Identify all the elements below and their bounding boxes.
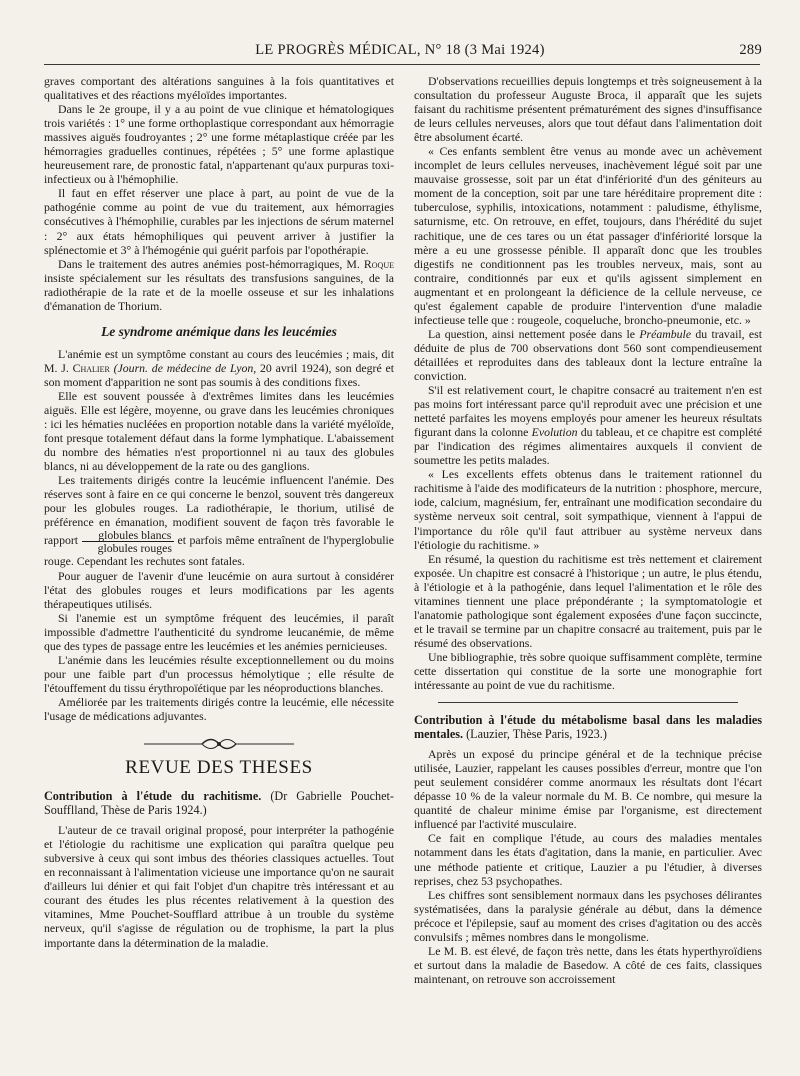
paragraph [44,257,394,313]
text-run: du travail, est déduite de plus de 700 observations dont 560 sont compendieusement détaillées et reproduites dans des tableaux dont la lecture entraîne la conviction. [414,326,762,383]
text-run: et parfois même entraînent de l'hyperglobulie rouge. Cependant les rechutes sont fatales. [44,533,395,569]
paragraph: graves comportant des altérations sanguines à la fois quantitatives et qualitatives et des réactions myéloïdes importantes. [44,74,394,103]
ornament-divider [44,737,394,751]
text-run: L'anémie est un symptôme constant au cours des leucémies ; mais, dit M. J. [44,346,394,375]
paragraph: L'anémie dans les leucémies résulte exceptionnellement ou du moins pour une faible part d'un processus hémolytique ; elle résulte de l'étouffement du tissu érythropoïétique par les néoproductions blanches. [44,652,394,695]
fraction-denominator: globules rouges [97,541,172,556]
text-run: du tableau, et ce chapitre est complété par l'indication des régimes alimentaires auxquels il convient de soumettre les petits malades. [414,425,763,468]
paragraph: Après un exposé du principe général et de la technique précise utilisée, Lauzier, rappelant les causes possibles d'erreur, montre que l'on peut seulement considérer comme anormaux les résultats dont l'écart dépasse 10 % de la valeur normale du M. B. Ce nombre, qui mesure la quantité de chaleur minime émise par l'organisme, est directement influencé par l'activité musculaire. [414,747,762,832]
text-run: S'il est relativement court, le chapitre consacré au traitement n'en est pas moins fort intéressant parce qu'il reproduit avec une précision et une netteté parfaites les moyens employés pour amener les heureux résultats figurant dans la colonne [414,383,762,440]
paragraph: Les chiffres sont sensiblement normaux dans les psychoses délirantes systématisées, dans la paralysie générale au début, dans la démence précoce et l'épilepsie, sauf au moment des crises d'agitation ou des accès convulsifs ; mêmes nombres dans le mongolisme. [414,887,762,944]
text-run: insiste spécialement sur les résultats des transfusions sanguines, de la radiothérapie de la rate et de la moelle osseuse et sur les inhalations d'émanation de Thorium. [44,270,394,313]
paragraph [44,473,394,568]
paragraph: En résumé, la question du rachitisme est très nettement et clairement exposée. Un chapitre est consacré à l'historique ; un autre, le plus étendu, à l'étiologie et à la pathogénie, dans lequel l'alimentation et le rôle des vitamines tiennent une place prépondérante ; la symptomatologie et l'anatomie pathologique sont également exposées d'une façon succincte, et le travail se termine par un chapitre consacré au traitement, puis par le résumé des observations. [414,551,762,650]
subsection-heading: Le syndrome anémique dans les leucémies [101,323,337,339]
paragraph: Le M. B. est élevé, de façon très nette, dans les états hyperthyroïdiens et surtout dans la maladie de Basedow. A côté de ces faits, classiques maintenant, on retrouve son accroissement [414,943,762,986]
article-heading [44,789,394,817]
paragraph: Si l'anemie est un symptôme fréquent des leucémies, il paraît impossible d'admettre l'authenticité du syndrome leucanémie, de même que des types de passage entre les leucémies et les anémies pernicieuses. [44,610,394,653]
paragraph: Améliorée par les traitements dirigés contre la leucémie, elle nécessite l'usage de médications adjuvantes. [44,694,394,723]
paragraph [44,347,394,389]
article-heading [414,713,762,741]
section-heading: REVUE DES THESES [125,757,313,779]
text-run: La question, ainsi nettement posée dans le [428,326,640,341]
paragraph: Ce fait en complique l'étude, au cours des maladies mentales notamment dans les états d'agitation, dans la manie, en particulier. Avec une méthode patiente et critique, Lauzier a pu l'étudier, à diverses reprises, chez 53 psychopathes. [414,831,762,888]
left-column [44,74,394,950]
article-author: (Dr Gabrielle Pouchet-Soufflland, Thèse de Paris 1924.) [44,789,394,818]
paragraph: Une bibliographie, très sobre quoique suffisamment complète, termine cette dissertation qui constitue de la sorte une monographie fort intéressante au point de vue du rachitisme. [414,649,762,693]
header-rule [44,64,760,65]
journal-title: LE PROGRÈS MÉDICAL, N° 18 (3 Mai 1924) [255,42,545,58]
citation: (Journ. de médecine de Lyon, [113,360,257,375]
text-run: 20 avril 1924), son degré et son moment d'apparition ne sont pas soumis à des conditions fixes. [44,360,395,389]
paragraph: L'auteur de ce travail original proposé, pour interpréter la pathogénie et l'étiologie du rachitisme une explication qui paraîtra quelque peu subversive à ceux qui sont imbus des théories classiques actuelles. Tout en reconnaissant à l'alimentation vicieuse une importance qu'on ne saurait d'ailleurs lui dénier et qui fait l'objet d'un chapitre très intéressant et au courant des études les plus récentes relativement à la question des vitamines, Mme Pouchet-Soufflard attribue à un trouble du système nerveux, qu'il s'agisse de régulation ou de trophisme, la part la plus importante dans la détermination de la maladie. [44,823,394,950]
paragraph: « Ces enfants semblent être venus au monde avec un achèvement incomplet de leurs cellules nerveuses, inachèvement légué soit par une mauvaise grossesse, soit par un état d'infériorité d'un des géniteurs au moment de la conception, soit par une tare héréditaire proprement dite : tuberculose, syphilis, intoxications, notamment : paludisme, éthylisme, saturnisme, etc. On retrouve, en effet, toujours, dans l'hérédité du sujet rachitique, une de ces tares ou un état passager d'infériorité lorsque la mère a eu une grossesse pénible. Il apparaît donc que les troubles digestifs ne conditionnent pas les troubles nerveux, mais, sont au contraire, conditionnés par eux et qu'ils agissent simplement en augmentant et en prolongeant la déficience de la cellule nerveuse, ce qu'est également capable de produire l'intervention d'une maladie infectieuse telle que : rougeole, coqueluche, broncho-pneumonie, etc. » [414,144,762,327]
fraction [82,529,174,554]
article-title: Contribution à l'étude du rachitisme. [44,789,262,804]
paragraph: Pour auguer de l'avenir d'une leucémie on aura surtout à considérer l'état des globules rouges et leurs modifications par les agents thérapeutiques utilisés. [44,568,394,611]
paragraph: Dans le 2e groupe, il y a au point de vue clinique et hématologiques trois variétés : 1° une forme orthoplastique correspondant aux hémorragie massives aiguës foudroyantes ; 2° une forme métaplastique créée par les hémorragies graduelles continues, répétées ; 5° une forme aplastique heureusement rare, de pronostic fatal, n'appartenant qu'aux purpuras toxi-infectieux ou à l'hémophilie. [44,102,394,187]
paragraph: « Les excellents effets obtenus dans le traitement rationnel du rachitisme à l'aide des modificateurs de la nutrition : phosphore, mercure, iode, calcium, magnésium, fer, entraînant une modification secondaire du système nerveux soit central, soit sympathique, viennent à l'appui de l'importance du rôle qu'il faut attribuer au système nerveux dans l'étiologie du rachitisme. » [414,467,762,552]
paragraph: Elle est souvent poussée à d'extrêmes limites dans les leucémies aiguës. Elle est légère, moyenne, ou grave dans les leucémies chroniques : ici les hématies nucléées en proportion notable dans la variété myéloïde, font presque totalement défaut dans la forme lymphatique. L'abaissement du nombre des hématies n'est proportionnel ni au taux des globules blancs, ni au développement de la rate ou des ganglions. [44,388,394,474]
paragraph [414,327,762,383]
italic-term: Préambule [639,326,692,341]
italic-term: Evolution [531,425,578,440]
article-title: Contribution à l'étude du métabolisme basal dans les maladies mentales. [414,713,762,742]
right-column [414,74,762,986]
fraction-numerator: globules blancs [82,529,174,542]
paragraph: D'observations recueillies depuis longtemps et très soigneusement à la consultation du professeur Auguste Broca, il apparaît que les sujets faisant du rachitisme présentent prématurément des signes d'insuffisance de leurs cellules nerveuses, alors que tout défaut dans l'alimentation doit être absolument écarté. [414,74,762,145]
author-name: Roque [363,256,394,271]
paragraph [414,383,762,467]
text-run: Dans le traitement des autres anémies post-hémorragiques, M. [58,256,364,271]
page-number: 289 [739,42,762,58]
ornament-icon [144,737,294,751]
running-header [0,42,800,62]
author-name: Chalier [72,360,110,375]
paragraph: Il faut en effet réserver une place à part, au point de vue de la pathogénie comme au point de vue du traitement, aux hémorragies consécutives à l'hémophilie, curables par les injections de sérum maternel : 2° aux états hémophiliques qui peuvent arriver à justifier la splénectomie et 3° à l'hémogénie qui guérit parfois par l'opothérapie. [44,186,394,257]
text-run: Les traitements dirigés contre la leucémie influencent l'anémie. Des réserves sont à faire en ce qui concerne le benzol, souvent très dangereux pour les globules rouges. La radiothérapie, le thorium, utilisé de préférence en émanation, modifient souvent de façon très favorable le rapport [44,473,394,548]
article-author: (Lauzier, Thèse Paris, 1923.) [466,727,607,742]
divider-rule [438,702,738,703]
